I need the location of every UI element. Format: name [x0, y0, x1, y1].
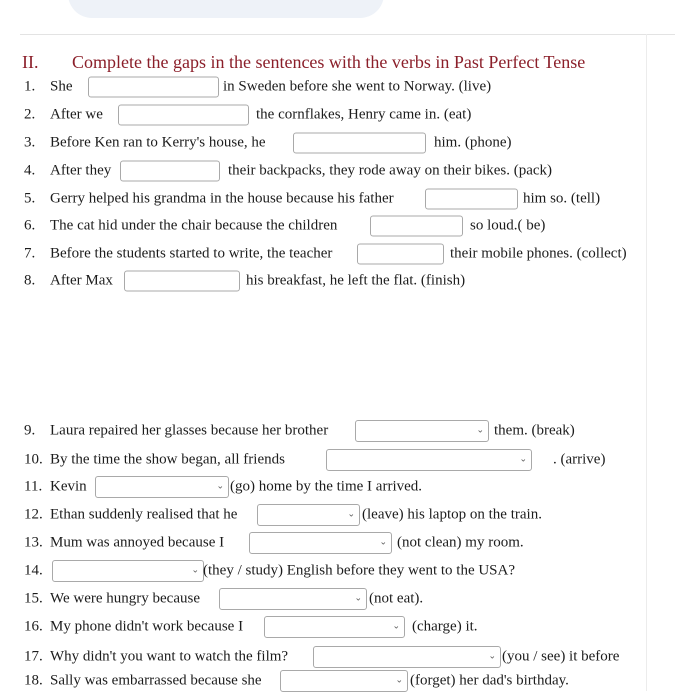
chevron-down-icon: ⌄: [379, 537, 387, 548]
item-text-after: (forget) her dad's birthday.: [410, 672, 569, 689]
section-number: II.: [22, 52, 39, 72]
item-number: 18.: [24, 672, 43, 689]
item-text-after: them. (break): [494, 422, 575, 439]
item-text-before: Gerry helped his grandma in the house because his father: [50, 190, 394, 207]
item-text-after: . (arrive): [553, 451, 606, 468]
answer-dropdown-10[interactable]: [326, 449, 532, 471]
answer-dropdown-15[interactable]: [219, 588, 367, 610]
item-number: 2.: [24, 106, 36, 123]
answer-input-6[interactable]: [370, 216, 463, 237]
item-text-after: (leave) his laptop on the train.: [362, 506, 542, 523]
item-text-before: She: [50, 78, 73, 95]
item-text-before: Sally was embarrassed because she: [50, 672, 262, 689]
exercise-item-4: [0, 159, 675, 183]
exercise-item-15: [0, 587, 675, 611]
item-number: 16.: [24, 618, 43, 635]
item-number: 15.: [24, 590, 43, 607]
item-text-before: Mum was annoyed because I: [50, 534, 225, 551]
exercise-item-2: [0, 103, 675, 127]
answer-dropdown-13[interactable]: [249, 532, 392, 554]
item-text-before: After Max: [50, 272, 113, 289]
item-text-before: Before the students started to write, the teacher: [50, 245, 333, 262]
answer-input-1[interactable]: [88, 77, 219, 98]
item-number: 6.: [24, 217, 36, 234]
answer-input-2[interactable]: [118, 105, 249, 126]
answer-input-5[interactable]: [425, 189, 518, 210]
exercise-item-17: [0, 645, 675, 669]
answer-input-7[interactable]: [357, 244, 444, 265]
exercise-item-12: [0, 503, 675, 527]
exercise-item-9: [0, 419, 675, 443]
item-text-after: (not eat).: [369, 590, 424, 607]
item-number: 17.: [24, 648, 43, 665]
item-text-before: Before Ken ran to Kerry's house, he: [50, 134, 266, 151]
item-text-before: My phone didn't work because I: [50, 618, 244, 635]
item-text-after: him. (phone): [434, 134, 512, 151]
exercise-item-7: [0, 242, 675, 266]
exercise-item-14: [0, 559, 675, 583]
item-text-before: Ethan suddenly realised that he: [50, 506, 238, 523]
exercise-item-13: [0, 531, 675, 555]
top-toolbar-pill: [68, 0, 384, 18]
exercise-item-3: [0, 131, 675, 155]
chevron-down-icon: ⌄: [488, 651, 496, 662]
section-title: Complete the gaps in the sentences with the verbs in Past Perfect Tense: [72, 52, 586, 72]
item-number: 8.: [24, 272, 36, 289]
chevron-down-icon: ⌄: [392, 621, 400, 632]
chevron-down-icon: ⌄: [347, 509, 355, 520]
item-text-after: in Sweden before she went to Norway. (live): [223, 78, 492, 95]
chevron-down-icon: ⌄: [476, 425, 484, 436]
item-text-after: the cornflakes, Henry came in. (eat): [256, 106, 472, 123]
exercise-item-8: [0, 269, 675, 293]
item-text-after: their backpacks, they rode away on their bikes. (pack): [228, 162, 553, 179]
chevron-down-icon: ⌄: [519, 454, 527, 465]
item-text-before: By the time the show began, all friends: [50, 451, 285, 468]
item-number: 13.: [24, 534, 43, 551]
item-number: 9.: [24, 422, 36, 439]
chevron-down-icon: ⌄: [191, 565, 199, 576]
item-text-before: After we: [50, 106, 103, 123]
chevron-down-icon: ⌄: [395, 675, 403, 686]
section-heading: [22, 52, 585, 73]
item-text-after: his breakfast, he left the flat. (finish): [246, 272, 466, 289]
item-number: 1.: [24, 78, 36, 95]
item-number: 3.: [24, 134, 36, 151]
exercise-item-6: [0, 214, 675, 238]
item-number: 11.: [24, 478, 43, 495]
item-text-after: (charge) it.: [412, 618, 478, 635]
item-number: 12.: [24, 506, 43, 523]
answer-dropdown-11[interactable]: [95, 476, 229, 498]
item-text-after: (go) home by the time I arrived.: [230, 478, 423, 495]
item-number: 4.: [24, 162, 36, 179]
exercise-item-18: [0, 669, 675, 693]
exercise-item-16: [0, 615, 675, 639]
item-number: 14.: [24, 562, 43, 579]
item-number: 5.: [24, 190, 36, 207]
item-text-before: Laura repaired her glasses because her brother: [50, 422, 329, 439]
answer-dropdown-18[interactable]: [280, 670, 408, 692]
answer-dropdown-17[interactable]: [313, 646, 501, 668]
top-divider: [20, 34, 675, 35]
exercise-item-5: [0, 187, 675, 211]
item-text-before: Kevin: [50, 478, 87, 495]
item-text-after: (you / see) it before: [502, 648, 620, 665]
item-text-after: him so. (tell): [523, 190, 601, 207]
item-text-before: The cat hid under the chair because the children: [50, 217, 338, 234]
answer-dropdown-9[interactable]: [355, 420, 489, 442]
exercise-item-10: [0, 448, 675, 472]
answer-dropdown-16[interactable]: [264, 616, 405, 638]
chevron-down-icon: ⌄: [216, 481, 224, 492]
exercise-item-1: [0, 75, 675, 99]
answer-input-8[interactable]: [124, 271, 240, 292]
answer-dropdown-12[interactable]: [257, 504, 360, 526]
item-number: 10.: [24, 451, 43, 468]
chevron-down-icon: ⌄: [354, 593, 362, 604]
item-text-before: We were hungry because: [50, 590, 200, 607]
answer-input-3[interactable]: [293, 133, 426, 154]
item-text-after: so loud.( be): [470, 217, 546, 234]
answer-dropdown-14[interactable]: [52, 560, 204, 582]
item-text-after: (they / study) English before they went to the USA?: [203, 562, 516, 579]
item-number: 7.: [24, 245, 36, 262]
item-text-after: (not clean) my room.: [397, 534, 524, 551]
item-text-before: After they: [50, 162, 112, 179]
exercise-item-11: [0, 475, 675, 499]
item-text-after: their mobile phones. (collect): [450, 245, 627, 262]
answer-input-4[interactable]: [120, 161, 220, 182]
item-text-before: Why didn't you want to watch the film?: [50, 648, 289, 665]
